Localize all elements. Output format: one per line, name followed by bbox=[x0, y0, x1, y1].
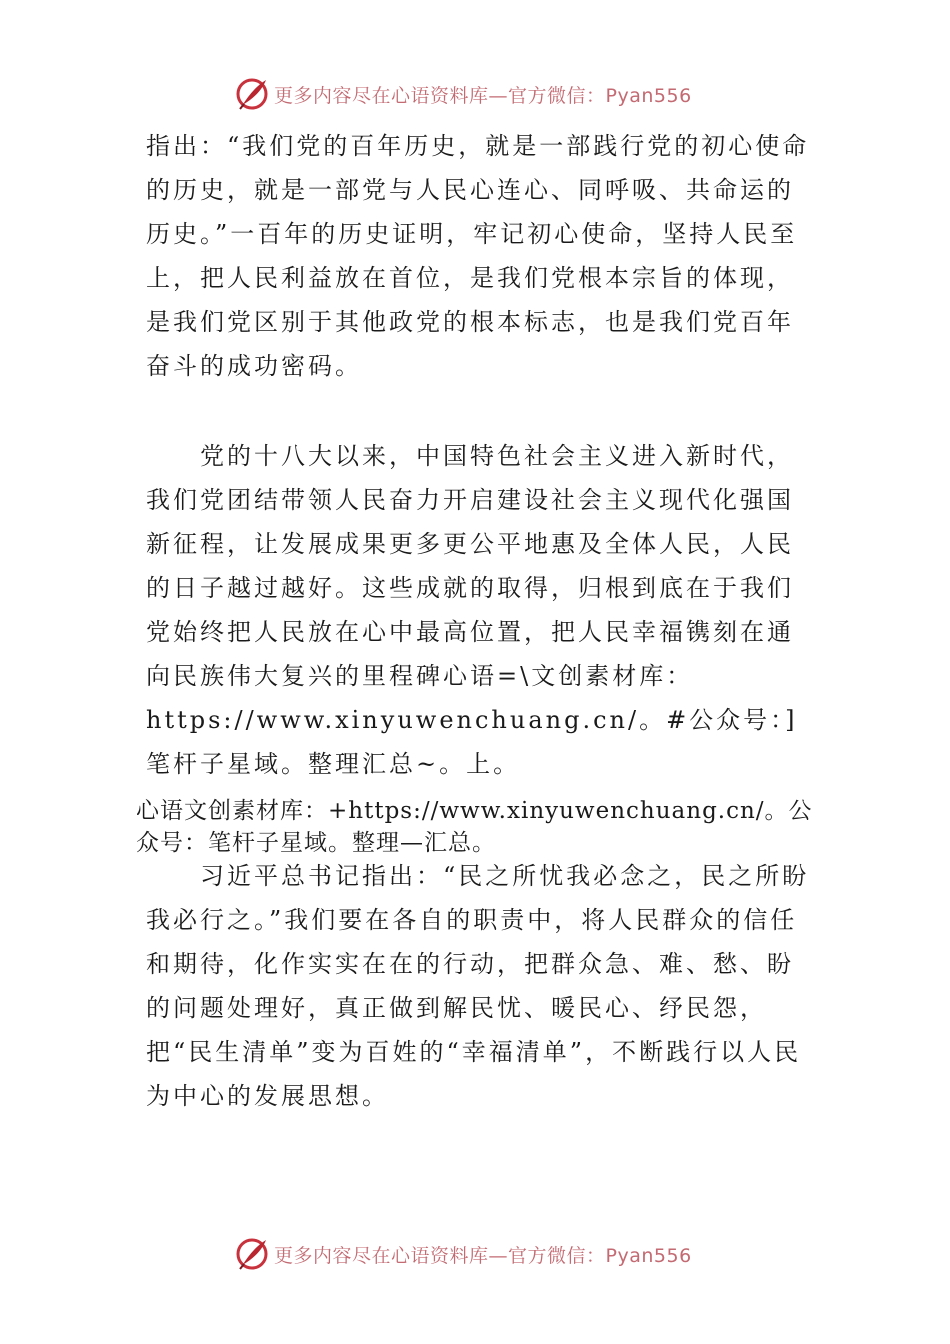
quill-pen-logo-icon bbox=[234, 1236, 270, 1272]
footer-banner-text bbox=[274, 1241, 692, 1268]
footer-wechat-id: Pyan556 bbox=[605, 1244, 692, 1267]
paragraph-3: 习近平总书记指出：“民之所忧我必念之，民之所盼我必行之。”我们要在各自的职责中，将人民群众的信任和期待，化作实实在在的行动，把群众急、难、愁、盼的问题处理好，真正做到解民忧、暖民心、纾民怨，把“民生清单”变为百姓的“幸福清单”，不断践行以人民为中心的发展思想。 bbox=[146, 862, 810, 1110]
footer-banner-label: 更多内容尽在心语资料库—官方微信： bbox=[274, 1244, 606, 1267]
inline-source-note: 心语文创素材库：+https://www.xinyuwenchuang.cn/。公众号：笔杆子星域。整理—汇总。 bbox=[136, 798, 813, 856]
footer-banner bbox=[0, 1230, 950, 1278]
paragraph-1: 指出：“我们党的百年历史，就是一部践行党的初心使命的历史，就是一部党与人民心连心、同呼吸、共命运的历史。”一百年的历史证明，牢记初心使命，坚持人民至上，把人民利益放在首位，是我们党根本宗旨的体现，是我们党区别于其他政党的根本标志，也是我们党百年奋斗的成功密码。 bbox=[146, 132, 810, 380]
header-banner bbox=[0, 70, 950, 118]
header-wechat-id: Pyan556 bbox=[605, 84, 692, 107]
quill-pen-logo-icon bbox=[234, 76, 270, 112]
header-banner-text bbox=[274, 81, 692, 108]
header-banner-label: 更多内容尽在心语资料库—官方微信： bbox=[274, 84, 606, 107]
paragraph-2: 党的十八大以来，中国特色社会主义进入新时代，我们党团结带领人民奋力开启建设社会主义现代化强国新征程，让发展成果更多更公平地惠及全体人民，人民的日子越过越好。这些成就的取得，归根到底在于我们党始终把人民放在心中最高位置，把人民幸福镌刻在通向民族伟大复兴的里程碑心语=\文创素材库：https://www.xinyuwenchuang.cn/。#公众号：]笔杆子星域。整理汇总~。上。 bbox=[146, 442, 798, 778]
